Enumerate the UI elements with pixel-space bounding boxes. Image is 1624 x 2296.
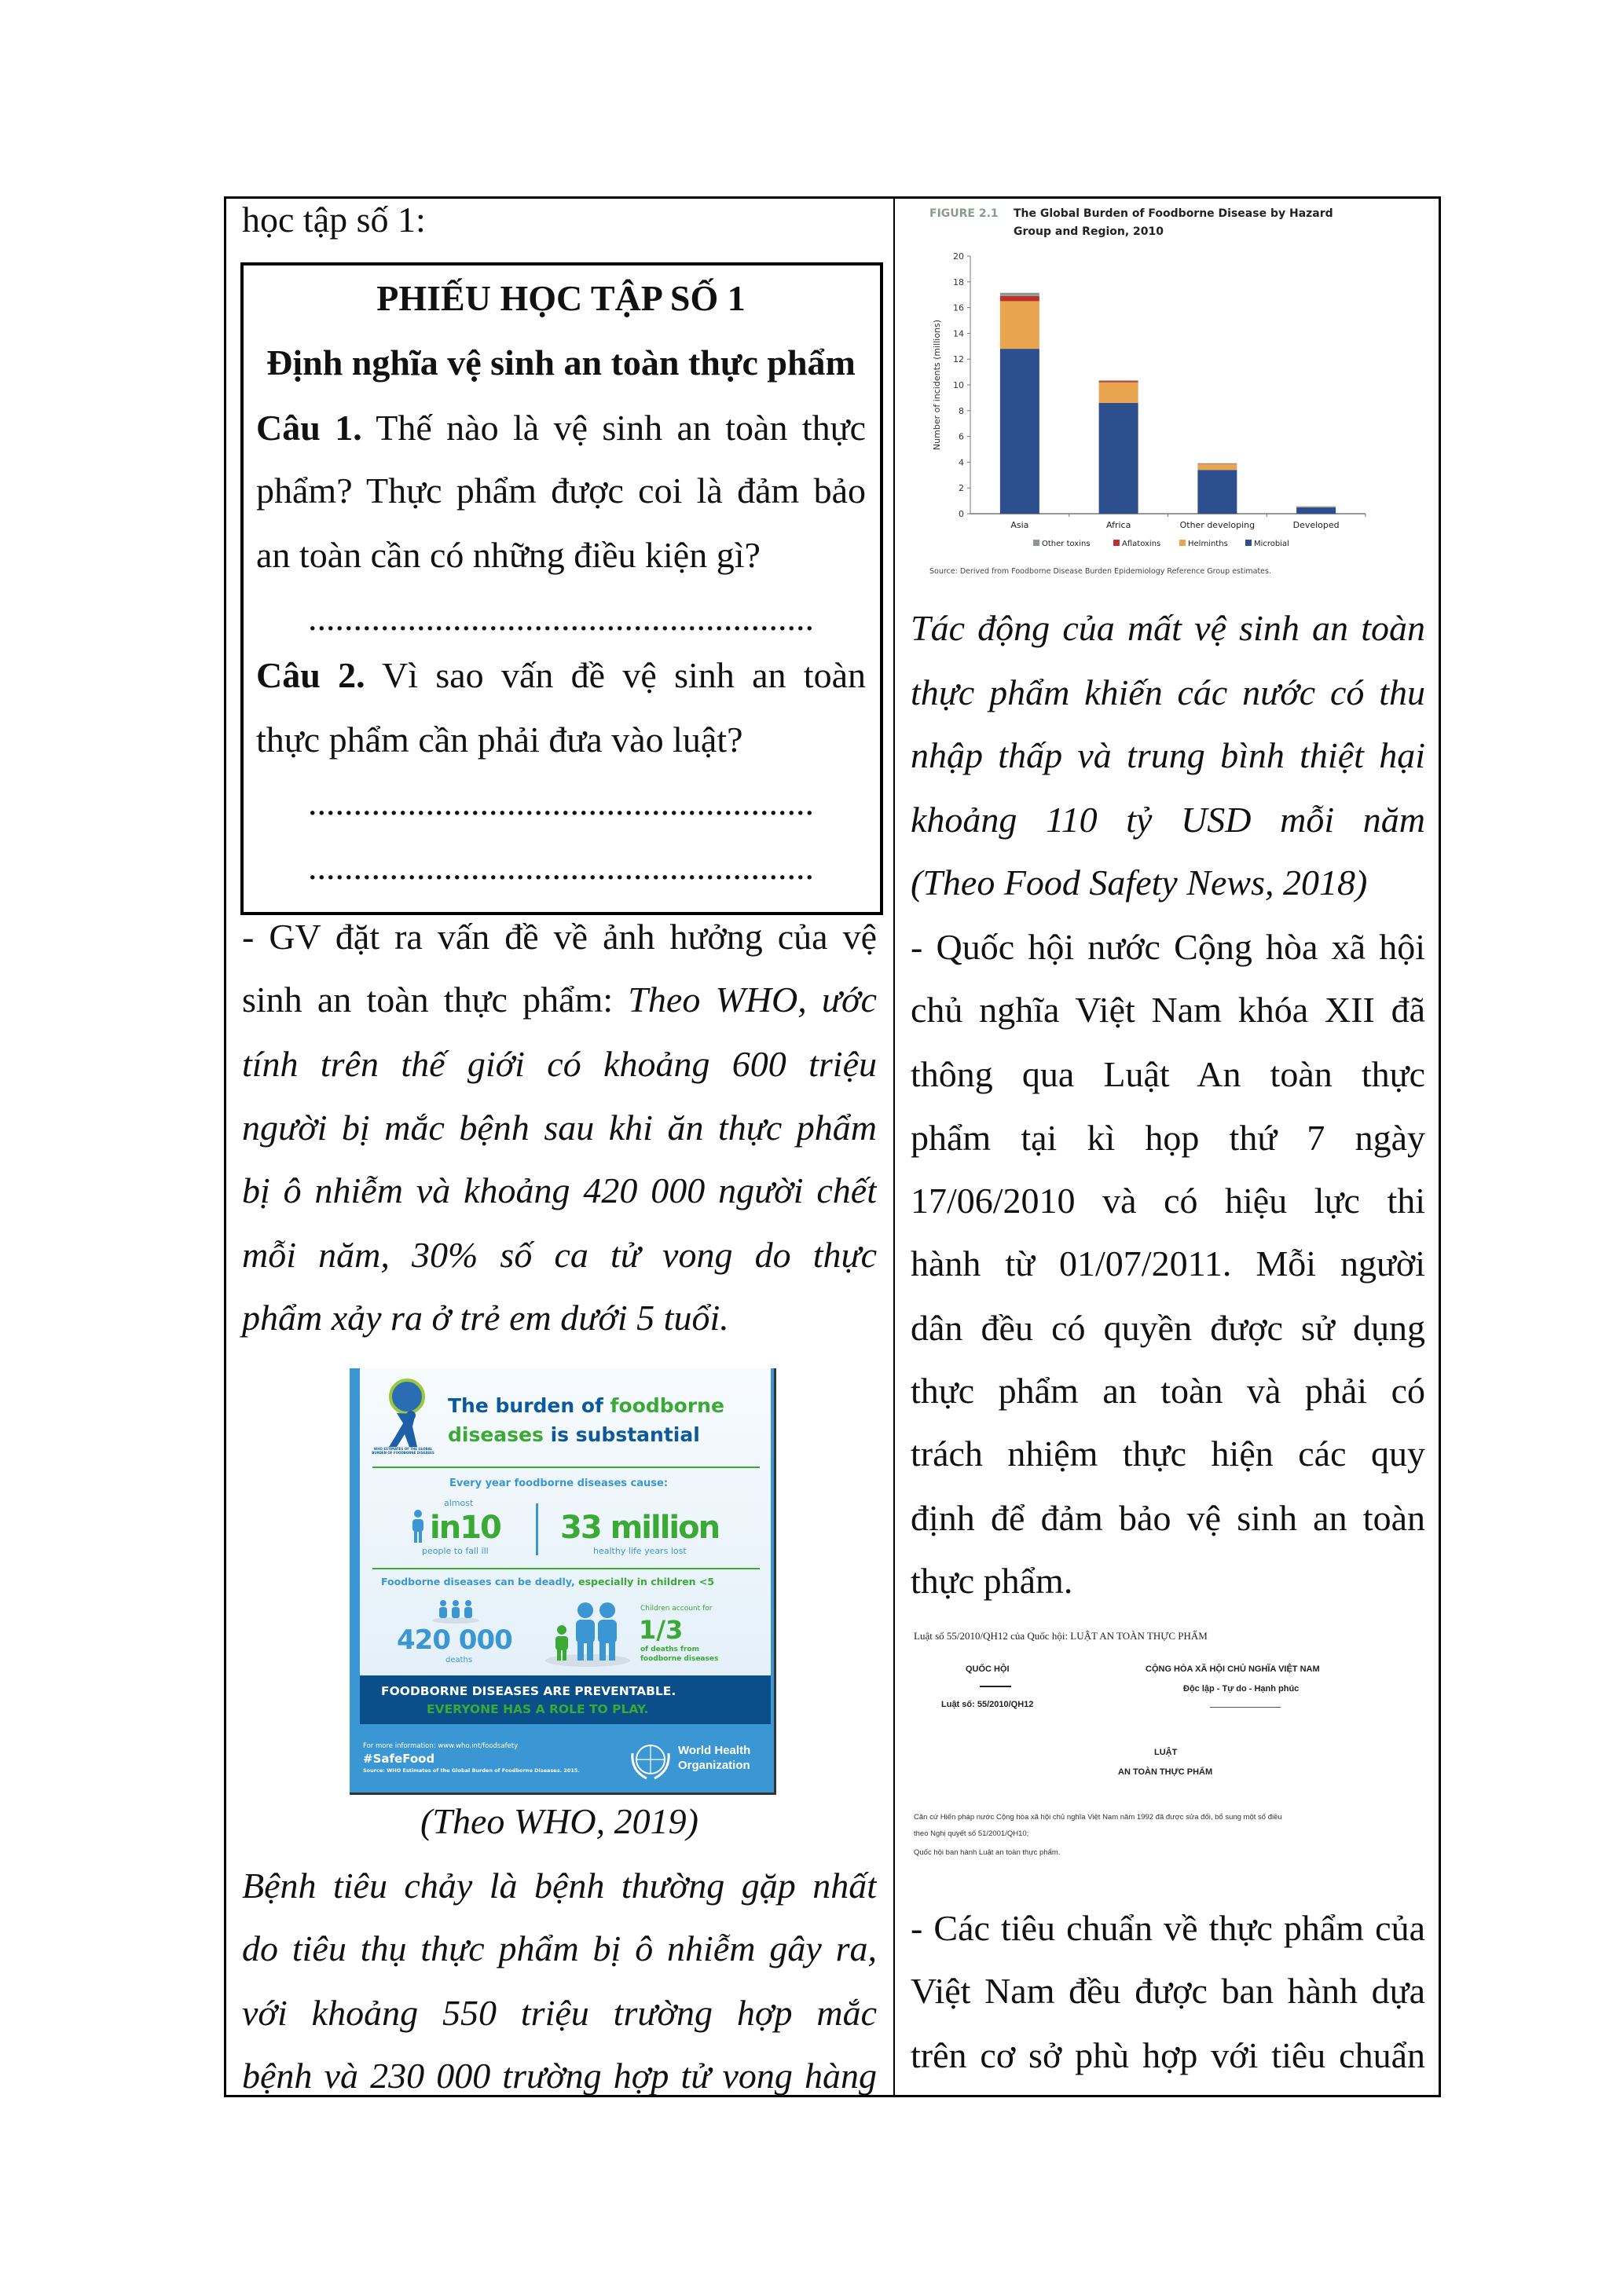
motto-underline bbox=[1210, 1707, 1281, 1708]
right-text-line bbox=[911, 851, 1425, 915]
y-tick-label: 12 bbox=[953, 354, 964, 365]
text-segment: dân đều có quyền được sử dụng bbox=[911, 1308, 1425, 1348]
left-text-line bbox=[256, 771, 866, 835]
preventable-text: FOODBORNE DISEASES ARE PREVENTABLE. bbox=[381, 1684, 676, 1698]
text-segment: do tiêu thụ thực phẩm bị ô nhiễm gây ra, bbox=[242, 1928, 877, 1968]
text-segment: ........................................................ bbox=[308, 782, 814, 822]
text-segment: hành từ 01/07/2011. Mỗi người bbox=[911, 1243, 1425, 1283]
y-axis-label: Number of incidents (millions) bbox=[932, 319, 942, 451]
text-segment: phẩm? Thực phẩm được coi là đảm bảo bbox=[256, 471, 866, 511]
x-category-label: Asia bbox=[1010, 520, 1029, 530]
text-segment: sinh an toàn thực phẩm: bbox=[242, 980, 629, 1020]
foodborne-burden-chart bbox=[896, 196, 1438, 589]
legend-swatch bbox=[1113, 540, 1120, 546]
text-segment: mỗi năm, 30% số ca tử vong do thực bbox=[242, 1235, 877, 1275]
preventable-banner bbox=[360, 1675, 771, 1724]
text-segment: Tác động của mất vệ sinh an toàn bbox=[911, 608, 1425, 648]
bar-microbial bbox=[1197, 470, 1237, 514]
chart-source: Source: Derived from Foodborne Disease Burden Epidemiology Reference Group estimates. bbox=[929, 567, 1271, 576]
left-text-line bbox=[242, 1286, 877, 1350]
law-paragraph-2: Quốc hội ban hành Luật an toàn thực phẩm. bbox=[914, 1848, 1061, 1857]
people-group-icon bbox=[432, 1600, 479, 1624]
family-icon bbox=[544, 1602, 631, 1667]
x-category-label: Other developing bbox=[1179, 520, 1256, 530]
right-text-line bbox=[911, 1959, 1425, 2023]
bar-helminths bbox=[1099, 383, 1138, 403]
text-segment: ........................................................ bbox=[308, 847, 814, 887]
text-segment: ........................................................ bbox=[308, 598, 814, 638]
y-tick-label: 18 bbox=[953, 276, 964, 287]
divider bbox=[372, 1568, 760, 1569]
text-segment: PHIẾU HỌC TẬP SỐ 1 bbox=[376, 278, 746, 318]
left-text-line bbox=[256, 708, 866, 772]
right-text-line bbox=[911, 1486, 1425, 1551]
children-account-text: Children account for bbox=[640, 1605, 713, 1613]
text-segment: bị ô nhiễm và khoảng 420 000 người chết bbox=[242, 1170, 877, 1210]
food-safety-law-excerpt bbox=[910, 1622, 1428, 1881]
left-text-line bbox=[256, 643, 866, 708]
left-text-line bbox=[256, 586, 866, 650]
safefood-hashtag: #SafeFood bbox=[363, 1752, 435, 1766]
legend-label: Helminths bbox=[1188, 540, 1228, 548]
of-deaths-text-2: foodborne diseases bbox=[640, 1655, 719, 1663]
chart-figure-label: FIGURE 2.1 bbox=[929, 207, 999, 220]
left-text-line bbox=[242, 1032, 877, 1097]
left-text-line bbox=[242, 1096, 877, 1160]
law-paragraph-1a: Căn cứ Hiến pháp nước Cộng hòa xã hội chủ nghĩa Việt Nam năm 1992 đã được sửa đổi, bổ sung một số điều bbox=[914, 1813, 1282, 1822]
left-text-line bbox=[256, 459, 866, 523]
text-segment: khoảng 110 tỷ USD mỗi năm bbox=[911, 800, 1425, 840]
y-tick-label: 4 bbox=[959, 457, 964, 468]
text-segment: nhập thấp và trung bình thiệt hại bbox=[911, 735, 1425, 775]
million-figure: 33 million bbox=[560, 1510, 720, 1546]
text-segment: 17/06/2010 và có hiệu lực thi bbox=[911, 1181, 1425, 1221]
title-part: foodborne bbox=[610, 1394, 724, 1417]
left-text-line bbox=[242, 1789, 877, 1854]
y-tick-label: 0 bbox=[959, 509, 964, 519]
y-tick-label: 20 bbox=[953, 251, 964, 262]
text-segment: Theo WHO, ước bbox=[628, 980, 877, 1020]
text-segment: trên cơ sở phù hợp với tiêu chuẩn bbox=[911, 2035, 1425, 2075]
left-text-line bbox=[242, 1981, 877, 2045]
table-border-left bbox=[224, 196, 226, 2097]
right-text-line bbox=[911, 1896, 1425, 1961]
right-text-line bbox=[911, 1359, 1425, 1423]
legend-label: Microbial bbox=[1254, 540, 1289, 548]
divider bbox=[536, 1503, 538, 1555]
right-text-line bbox=[911, 915, 1425, 980]
title-part: diseases bbox=[448, 1423, 544, 1446]
bar-aflatoxins bbox=[1099, 381, 1138, 383]
almost-text: almost bbox=[444, 1498, 474, 1508]
x-category-label: Developed bbox=[1292, 520, 1340, 530]
y-tick-label: 8 bbox=[959, 405, 964, 416]
bar-other-toxins bbox=[1000, 293, 1039, 296]
y-tick-label: 16 bbox=[953, 302, 964, 313]
left-text-line bbox=[242, 968, 877, 1032]
of-deaths-text-1: of deaths from bbox=[640, 1646, 699, 1653]
text-segment: chủ nghĩa Việt Nam khóa XII đã bbox=[911, 990, 1425, 1030]
x-category-label: Africa bbox=[1105, 520, 1131, 530]
law-paragraph-1b: theo Nghị quyết số 51/2001/QH10; bbox=[914, 1829, 1029, 1838]
bar-helminths bbox=[1197, 464, 1237, 470]
more-info-text: For more information: www.who.int/foodsafety bbox=[363, 1742, 519, 1750]
text-segment: - Các tiêu chuẩn về thực phẩm của bbox=[911, 1908, 1425, 1948]
left-text-line bbox=[242, 1917, 877, 1981]
legend-label: Other toxins bbox=[1042, 540, 1091, 548]
table-border-right bbox=[1439, 196, 1441, 2097]
right-text-line bbox=[911, 1549, 1425, 1613]
left-text-line bbox=[242, 2044, 877, 2108]
text-segment: (Theo Food Safety News, 2018) bbox=[911, 862, 1368, 903]
text-segment: Câu 2. bbox=[256, 655, 365, 695]
right-text-line bbox=[911, 1169, 1425, 1233]
who-name-line2: Organization bbox=[678, 1759, 750, 1772]
person-icon bbox=[409, 1510, 427, 1544]
text-segment: định để đảm bảo vệ sinh an toàn bbox=[911, 1498, 1425, 1538]
right-text-line bbox=[911, 723, 1425, 788]
right-text-line bbox=[911, 661, 1425, 725]
y-tick-label: 14 bbox=[953, 328, 964, 339]
left-text-line bbox=[256, 266, 866, 331]
infographic-title-line2 bbox=[448, 1423, 700, 1446]
y-tick-label: 6 bbox=[959, 431, 964, 442]
chart-title: The Global Burden of Foodborne Disease by Hazard bbox=[1014, 207, 1333, 220]
law-title-1: LUẬT bbox=[1154, 1748, 1178, 1757]
text-segment: - GV đặt ra vấn đề về ảnh hưởng của vệ bbox=[242, 917, 877, 957]
who-emblem-icon bbox=[628, 1738, 673, 1782]
law-title-2: AN TOÀN THỰC PHẨM bbox=[1118, 1767, 1213, 1777]
right-text-line bbox=[911, 1042, 1425, 1107]
law-country: CỘNG HÒA XÃ HỘI CHỦ NGHĨA VIỆT NAM bbox=[1146, 1664, 1320, 1674]
law-motto: Độc lập - Tự do - Hạnh phúc bbox=[1183, 1684, 1300, 1694]
text-segment: (Theo WHO, 2019) bbox=[420, 1801, 698, 1841]
who-infographic bbox=[350, 1368, 776, 1795]
in-10-figure: in10 bbox=[430, 1510, 500, 1546]
left-text-line bbox=[242, 905, 877, 969]
text-segment: Thế nào là vệ sinh an toàn thực bbox=[361, 408, 866, 448]
left-text-line bbox=[242, 1159, 877, 1223]
logo-caption: WHO ESTIMATES OF THE GLOBAL BURDEN OF FOODBORNE DISEASES bbox=[372, 1447, 434, 1455]
bar-microbial bbox=[1296, 507, 1336, 514]
y-tick-label: 2 bbox=[959, 483, 964, 494]
legend-swatch bbox=[1245, 540, 1252, 546]
text-segment: thông qua Luật An toàn thực bbox=[911, 1054, 1425, 1094]
text-segment: an toàn cần có những điều kiện gì? bbox=[256, 535, 761, 575]
left-text-line bbox=[256, 523, 866, 588]
text-segment: tính trên thế giới có khoảng 600 triệu bbox=[242, 1044, 877, 1084]
text-segment: phẩm xảy ra ở trẻ em dưới 5 tuổi. bbox=[242, 1298, 729, 1338]
chart-title-line2: Group and Region, 2010 bbox=[1014, 225, 1164, 238]
bar-helminths bbox=[1000, 301, 1039, 349]
text-segment: Định nghĩa vệ sinh an toàn thực phẩm bbox=[266, 342, 856, 383]
text-segment: người bị mắc bệnh sau khi ăn thực phẩm bbox=[242, 1108, 877, 1148]
every-year-text: Every year foodborne diseases cause: bbox=[449, 1478, 669, 1489]
people-ill-text: people to fall ill bbox=[422, 1546, 489, 1556]
left-text-line bbox=[242, 1223, 877, 1287]
text-segment: thực phẩm khiến các nước có thu bbox=[911, 672, 1425, 712]
legend-swatch bbox=[1179, 540, 1186, 546]
text-segment: thực phẩm. bbox=[911, 1561, 1073, 1601]
deadly-text bbox=[381, 1576, 714, 1587]
who-name-line1: World Health bbox=[678, 1744, 751, 1757]
text-segment: bệnh và 230 000 trường hợp tử vong hàng bbox=[242, 2056, 877, 2096]
text-segment: Câu 1. bbox=[256, 408, 362, 448]
text-segment: thực phẩm cần phải đưa vào luật? bbox=[256, 720, 743, 760]
issuer-underline bbox=[980, 1686, 1011, 1687]
y-tick-label: 10 bbox=[953, 380, 964, 390]
infographic-title-line1 bbox=[448, 1394, 724, 1417]
left-text-line bbox=[256, 835, 866, 899]
bar-microbial bbox=[1000, 349, 1039, 514]
text-segment: trách nhiệm thực hiện các quy bbox=[911, 1434, 1425, 1474]
law-number: Luật số: 55/2010/QH12 bbox=[941, 1700, 1034, 1709]
infographic-source: Source: WHO Estimates of the Global Burden of Foodborne Diseases. 2015. bbox=[363, 1767, 580, 1774]
left-text-line bbox=[256, 331, 866, 395]
deaths-label: deaths bbox=[445, 1656, 473, 1664]
deadly-part: Foodborne diseases can be deadly, bbox=[381, 1576, 579, 1587]
divider bbox=[372, 1467, 760, 1468]
title-part: is substantial bbox=[543, 1423, 700, 1446]
bar-other-toxins bbox=[1099, 380, 1138, 381]
legend-swatch bbox=[1033, 540, 1039, 546]
role-text: EVERYONE HAS A ROLE TO PLAY. bbox=[427, 1702, 649, 1716]
left-text-line bbox=[256, 396, 866, 460]
text-segment: với khoảng 550 triệu trường hợp mắc bbox=[242, 1993, 877, 2033]
law-heading: Luật số 55/2010/QH12 của Quốc hội: LUẬT AN TOÀN THỰC PHẨM bbox=[914, 1630, 1208, 1642]
text-segment: học tập số 1: bbox=[242, 200, 426, 240]
fraction-figure: 1/3 bbox=[639, 1615, 684, 1645]
bar-other-toxins bbox=[1197, 463, 1237, 464]
bar-aflatoxins bbox=[1000, 296, 1039, 302]
deaths-figure: 420 000 bbox=[397, 1624, 512, 1656]
table-column-divider bbox=[893, 196, 895, 2097]
life-years-text: healthy life years lost bbox=[593, 1546, 687, 1556]
right-text-line bbox=[911, 2023, 1425, 2088]
right-text-line bbox=[911, 1296, 1425, 1360]
right-text-line bbox=[911, 596, 1425, 661]
left-text-line bbox=[242, 188, 877, 252]
text-segment: phẩm tại kì họp thứ 7 ngày bbox=[911, 1118, 1425, 1158]
left-text-line bbox=[242, 1854, 877, 1918]
text-segment: Việt Nam đều được ban hành dựa bbox=[911, 1971, 1425, 2011]
right-text-line bbox=[911, 978, 1425, 1042]
text-segment: Vì sao vấn đề vệ sinh an toàn bbox=[365, 655, 866, 695]
text-segment: - Quốc hội nước Cộng hòa xã hội bbox=[911, 927, 1425, 967]
text-segment: thực phẩm an toàn và phải có bbox=[911, 1371, 1425, 1411]
title-part: The burden of bbox=[448, 1394, 610, 1417]
right-text-line bbox=[911, 1106, 1425, 1170]
text-segment: Bệnh tiêu chảy là bệnh thường gặp nhất bbox=[242, 1866, 877, 1906]
globe-atlas-logo-icon bbox=[381, 1378, 436, 1456]
right-text-line bbox=[911, 788, 1425, 852]
bar-other-toxins bbox=[1296, 506, 1336, 507]
legend-label: Aflatoxins bbox=[1122, 540, 1161, 548]
right-text-line bbox=[911, 1232, 1425, 1296]
deadly-part: especially in children <5 bbox=[578, 1576, 715, 1587]
law-issuer: QUỐC HỘI bbox=[966, 1664, 1010, 1674]
right-text-line bbox=[911, 1422, 1425, 1486]
bar-microbial bbox=[1099, 403, 1138, 514]
